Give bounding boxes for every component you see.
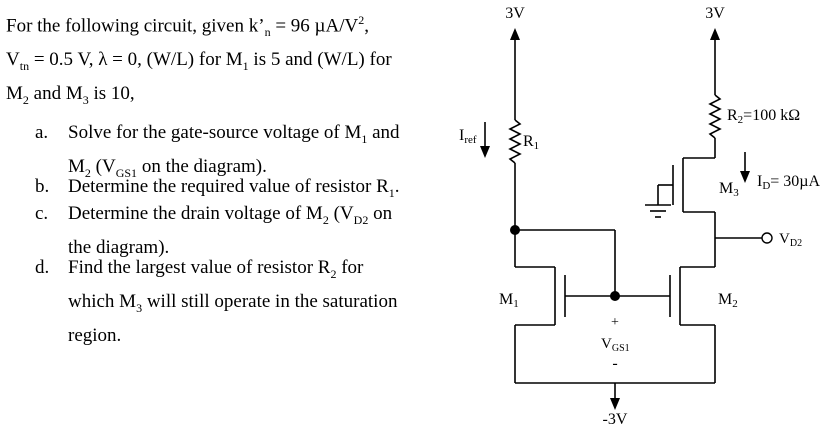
vgs-plus-label: +	[611, 315, 619, 330]
vdd-left-label: 3V	[505, 5, 525, 22]
m2-label: M2	[718, 291, 738, 310]
vdd-right-arrow	[710, 28, 720, 40]
vdd-right-label: 3V	[705, 5, 725, 22]
drain-node-dot	[510, 225, 520, 235]
question-text: Find the largest value of resistor $R_2$ for which $M_3$ will still operate in the saturation region.	[68, 257, 398, 346]
question-label: c.	[35, 203, 49, 224]
question-label: d.	[35, 257, 50, 278]
vd2-terminal	[762, 233, 772, 243]
m3-label: M3	[719, 180, 739, 199]
vss-label: -3V	[602, 411, 628, 428]
question-label: b.	[35, 176, 50, 197]
gate-node-dot	[610, 291, 620, 301]
circuit-diagram	[440, 0, 831, 430]
question-text: Determine the required value of resistor $R_1$.	[68, 176, 400, 200]
id-label: ID= 30µA	[757, 173, 821, 192]
vss-arrow	[610, 398, 620, 410]
intro-line-1: For the following circuit, given $k’_n = 96$ $\mu A/V^2$,	[6, 13, 369, 40]
r2-label: R2=100 kΩ	[727, 107, 801, 126]
iref-label: Iref	[459, 127, 477, 146]
r1-label: R1	[523, 133, 540, 152]
m1-label: M1	[499, 291, 519, 310]
question-label: a.	[35, 122, 49, 143]
vdd-left-arrow	[510, 28, 520, 40]
question-text: Solve for the gate-source voltage of $M_1$ and $M_2$ ($V_{GS1}$ on the diagram).	[68, 122, 400, 180]
intro-line-2: $V_{tn} = 0.5$ V, λ = 0, (W/L) for $M_1$ is 5 and (W/L) for	[6, 49, 392, 73]
r2-resistor	[710, 95, 720, 138]
question-text: Determine the drain voltage of $M_2$ ($V_{D2}$ on the diagram).	[68, 203, 393, 258]
r1-resistor	[510, 120, 520, 163]
problem-statement	[6, 6, 436, 114]
vgs-minus-label: -	[612, 355, 618, 372]
vgs-label: $V_{GS1}$	[601, 336, 630, 354]
intro-line-3: $M_2$ and $M_3$ is 10,	[6, 82, 135, 107]
vd2-label: $V_{D2}$	[779, 231, 803, 249]
